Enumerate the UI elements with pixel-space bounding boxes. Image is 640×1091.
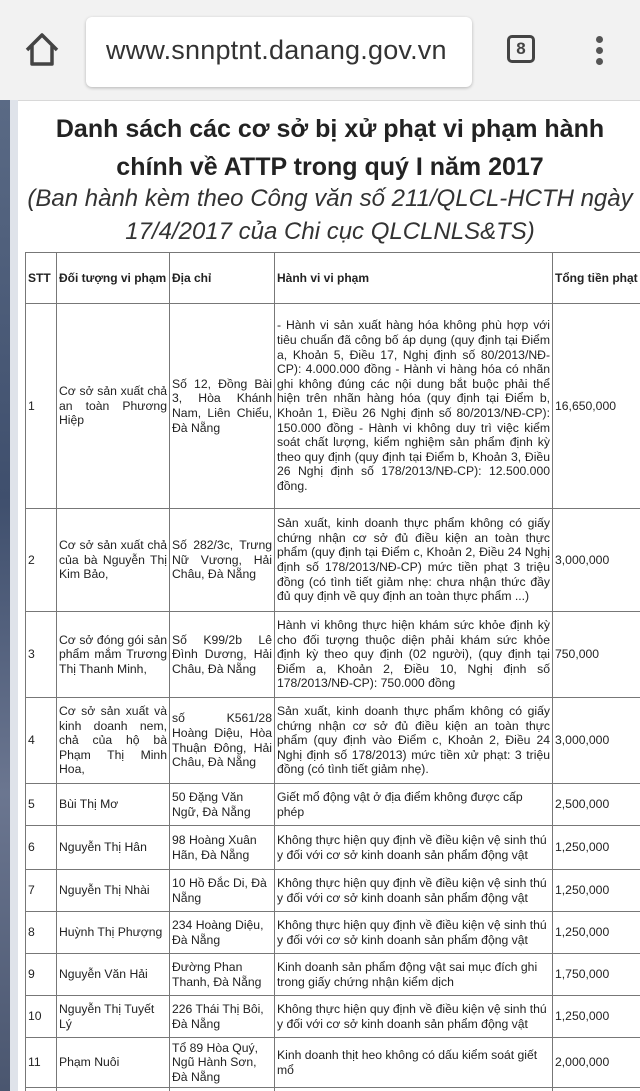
cell-violation: Không thực hiện quy định về điều kiện vệ sinh thú y đối với cơ sở kinh doanh sản phẩm động vật bbox=[275, 870, 553, 912]
cell-stt: 2 bbox=[26, 509, 57, 612]
cell-fine: 1,250,000 bbox=[553, 870, 640, 912]
cell-fine: 750,000 bbox=[553, 612, 640, 698]
cell-fine: 3,000,000 bbox=[553, 698, 640, 784]
cell-address: Tổ 89 Hòa Quý, Ngũ Hành Sơn, Đà Nẵng bbox=[170, 1038, 275, 1088]
cell-fine: 2,500,000 bbox=[553, 784, 640, 826]
cell-violation: Không thực hiện quy định về điều kiện vệ sinh thú y đối với cơ sở kinh doanh sản phẩm động vật bbox=[275, 996, 553, 1038]
cell-stt: 11 bbox=[26, 1038, 57, 1088]
cell-stt: 5 bbox=[26, 784, 57, 826]
cell-address: 98 Hoàng Xuân Hãn, Đà Nẵng bbox=[170, 826, 275, 870]
cell-address: 50 Đặng Văn Ngữ, Đà Nẵng bbox=[170, 784, 275, 826]
cell-target: Nguyễn Thị Nhài bbox=[57, 870, 170, 912]
cell-fine: 1,250,000 bbox=[553, 996, 640, 1038]
cell-stt: 9 bbox=[26, 954, 57, 996]
cell-violation: Không thực hiện quy định về điều kiện vệ sinh thú y đối với cơ sở kinh doanh sản phẩm động vật bbox=[275, 826, 553, 870]
table-row bbox=[26, 826, 640, 870]
cell-address: 10 Hồ Đắc Di, Đà Nẵng bbox=[170, 870, 275, 912]
table-row bbox=[26, 870, 640, 912]
cell-target: Nguyễn Văn Hải bbox=[57, 954, 170, 996]
cell-address: số K561/28 Hoàng Diệu, Hòa Thuận Đông, Hải Châu, Đà Nẵng bbox=[170, 698, 275, 784]
cell-target: Bùi Thị Mơ bbox=[57, 784, 170, 826]
cell-target: Cơ sở sản xuất và kinh doanh nem, chả của hộ bà Phạm Thị Minh Hoa, bbox=[57, 698, 170, 784]
cell-stt: 1 bbox=[26, 304, 57, 509]
cell-fine: 2,000,000 bbox=[553, 1038, 640, 1088]
header-address: Địa chỉ bbox=[170, 253, 275, 304]
table-row bbox=[26, 304, 640, 509]
cell-address: Số 282/3c, Trưng Nữ Vương, Hải Châu, Đà Nẵng bbox=[170, 509, 275, 612]
tab-switcher-button[interactable]: 8 bbox=[507, 35, 535, 63]
home-icon[interactable] bbox=[22, 30, 62, 70]
cell-stt: 3 bbox=[26, 612, 57, 698]
side-image-strip bbox=[0, 100, 10, 1091]
cell-stt: 8 bbox=[26, 912, 57, 954]
cell-address: Số 12, Đồng Bài 3, Hòa Khánh Nam, Liên Chiểu, Đà Nẵng bbox=[170, 304, 275, 509]
cell-violation: Giết mổ động vật ở địa điểm không được cấp phép bbox=[275, 784, 553, 826]
table-header-row bbox=[26, 253, 640, 304]
cell-address: 234 Hoàng Diệu, Đà Nẵng bbox=[170, 912, 275, 954]
cell-target: Cơ sở sản xuất chả an toàn Phương Hiệp bbox=[57, 304, 170, 509]
cell-stt: 7 bbox=[26, 870, 57, 912]
cell-violation: - Hành vi sản xuất hàng hóa không phù hợp với tiêu chuẩn đã công bố áp dụng (quy định tại Điểm a, Khoản 5, Điều 17, Nghị định số 80/2013/NĐ-CP): 4.000.000 đồng - Hành vi hàng hóa có nhãn ghi không đúng các nội dung bắt buộc phải thể hiện trên nhãn hàng hóa (quy định tại Điểm b, Khoản 1, Điều 26 Nghị định số 80/2013/NĐ-CP): 150.000 đồng - Hành vi không duy trì việc kiểm soát chất lượng, kiểm nghiệm sản phẩm định kỳ theo quy định (quy định tại Điểm b, Khoản 3, Điều 26 Nghị định số 178/2013/NĐ-CP): 12.500.000 đồng. bbox=[275, 304, 553, 509]
table-row bbox=[26, 698, 640, 784]
page-subtitle: (Ban hành kèm theo Công văn số 211/QLCL-HCTH ngày 17/4/2017 của Chi cục QLCLNLS&TS) bbox=[27, 185, 633, 245]
cell-fine: 1,250,000 bbox=[553, 826, 640, 870]
cell-address: 226 Thái Thị Bôi, Đà Nẵng bbox=[170, 996, 275, 1038]
address-bar[interactable] bbox=[86, 17, 472, 87]
cell-violation: Hành vi không thực hiện khám sức khỏe định kỳ cho đối tượng thuộc diện phải khám sức khỏe định kỳ theo quy định (02 người), (quy định tại Điểm a, Khoản 2, Điều 10, Nghị định số 178/2013/NĐ-CP): 750.000 đồng bbox=[275, 612, 553, 698]
cell-stt: 10 bbox=[26, 996, 57, 1038]
cell-target: Nguyễn Thị Tuyết Lý bbox=[57, 996, 170, 1038]
cell-violation: Kinh doanh sản phẩm động vật sai mục đích ghi trong giấy chứng nhận kiểm dịch bbox=[275, 954, 553, 996]
page-title: Danh sách các cơ sở bị xử phạt vi phạm hành chính về ATTP trong quý I năm 2017 bbox=[55, 115, 605, 181]
cell-fine: 1,750,000 bbox=[553, 954, 640, 996]
header-stt: STT bbox=[26, 253, 57, 304]
cell-target: Cơ sở sản xuất chả của bà Nguyễn Thị Kim Bảo, bbox=[57, 509, 170, 612]
cell-stt: 4 bbox=[26, 698, 57, 784]
cell-address: Số K99/2b Lê Đình Dương, Hải Châu, Đà Nẵng bbox=[170, 612, 275, 698]
cell-fine: 1,250,000 bbox=[553, 912, 640, 954]
cell-violation: Không thực hiện quy định về điều kiện vệ sinh thú y đối với cơ sở kinh doanh sản phẩm động vật bbox=[275, 912, 553, 954]
browser-toolbar bbox=[0, 0, 640, 101]
table-row bbox=[26, 1038, 640, 1088]
table-row bbox=[26, 784, 640, 826]
cell-violation: Sản xuất, kinh doanh thực phẩm không có giấy chứng nhận cơ sở đủ điều kiện an toàn thực phẩm (quy định vào Điểm c, Khoản 2, Điều 24 Nghị định số 178/2013) mức tiền xử phạt: 3 triệu đồng (có tình tiết giảm nhẹ). bbox=[275, 698, 553, 784]
cell-violation: Kinh doanh thịt heo không có dấu kiểm soát giết mổ bbox=[275, 1038, 553, 1088]
overflow-menu-icon[interactable] bbox=[590, 36, 608, 68]
cell-violation: Sản xuất, kinh doanh thực phẩm không có giấy chứng nhận cơ sở đủ điều kiện an toàn thực phẩm (quy định tại Điểm c, Khoản 2, Điều 24 Nghị định số 178/2013/NĐ-CP) mức tiền phạt 3 triệu đồng (có tình tiết giảm nhẹ: chưa nhận thức đầy đủ quy định về quy định an toàn thực phẩm ...) bbox=[275, 509, 553, 612]
violations-table bbox=[25, 252, 640, 1091]
cell-fine: 3,000,000 bbox=[553, 509, 640, 612]
table-row bbox=[26, 912, 640, 954]
cell-target: Huỳnh Thị Phượng bbox=[57, 912, 170, 954]
cell-target: Nguyễn Thị Hân bbox=[57, 826, 170, 870]
cell-address: Đường Phan Thanh, Đà Nẵng bbox=[170, 954, 275, 996]
cell-stt: 6 bbox=[26, 826, 57, 870]
table-row bbox=[26, 996, 640, 1038]
table-row bbox=[26, 1088, 640, 1091]
table-row bbox=[26, 509, 640, 612]
side-border bbox=[10, 100, 18, 1091]
header-target: Đối tượng vi phạm bbox=[57, 253, 170, 304]
header-fine: Tổng tiền phạt bbox=[553, 253, 640, 304]
header-violation: Hành vi vi phạm bbox=[275, 253, 553, 304]
cell-target: Phạm Nuôi bbox=[57, 1038, 170, 1088]
table-row bbox=[26, 954, 640, 996]
cell-fine: 16,650,000 bbox=[553, 304, 640, 509]
cell-target: Cơ sở đóng gói sản phẩm mắm Trương Thị Thanh Minh, bbox=[57, 612, 170, 698]
table-row bbox=[26, 612, 640, 698]
page-content bbox=[20, 100, 640, 1091]
url-text: www.snnptnt.danang.gov.vn bbox=[106, 35, 447, 65]
